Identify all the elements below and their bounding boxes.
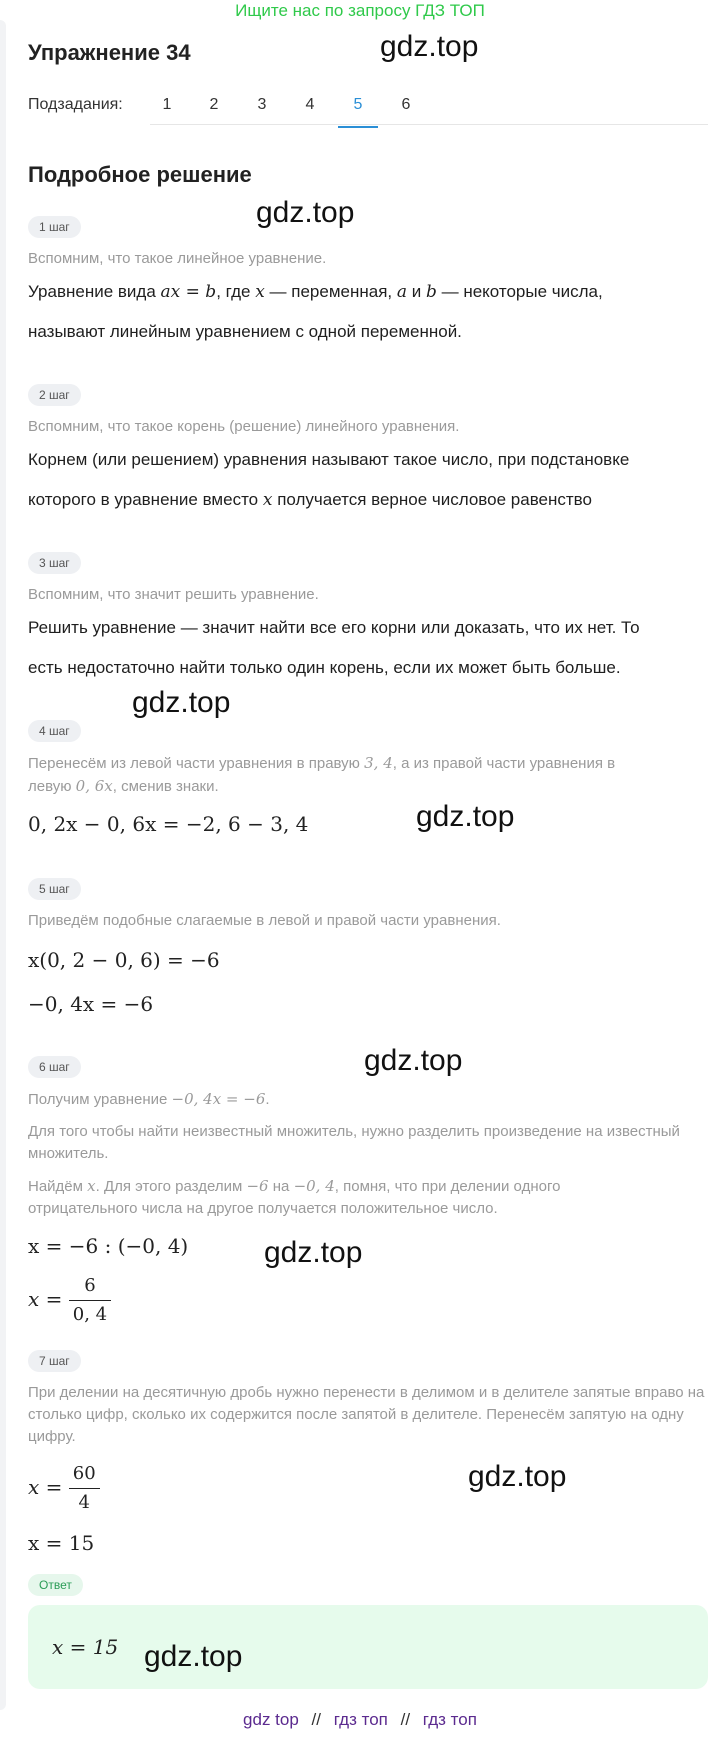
answer-badge: Ответ <box>28 1574 83 1596</box>
left-rail <box>0 20 6 1710</box>
step-hint: Приведём подобные слагаемые в левой и правой части уравнения. <box>28 912 501 929</box>
watermark: gdz.top <box>416 800 515 833</box>
step-hint: Вспомним, что такое линейное уравнение. <box>28 250 327 267</box>
watermark: gdz.top <box>364 1044 463 1077</box>
footer-link[interactable]: гдз топ <box>333 1710 388 1729</box>
step-hint: Для того чтобы найти неизвестный множитель, нужно разделить произведение на известный множитель. <box>28 1123 680 1162</box>
step-3 <box>28 552 708 686</box>
step-hint: При делении на десятичную дробь нужно перенести в делимом и в делителе запятые вправо на столько цифр, сколько их содержится после запятой в делителе. Перенесём запятую на одну цифру. <box>28 1384 705 1445</box>
tab-subtask-3[interactable]: 3 <box>257 96 267 113</box>
step-badge: 1 шаг <box>28 216 81 238</box>
watermark: gdz.top <box>132 686 231 719</box>
top-banner[interactable]: Ищите нас по запросу ГДЗ ТОП <box>235 1 485 20</box>
footer-separator: // <box>311 1710 321 1729</box>
step-badge: 2 шаг <box>28 384 81 406</box>
footer-links <box>0 1710 720 1730</box>
footer-link[interactable]: gdz top <box>243 1710 299 1729</box>
equation: x = 15 <box>28 1531 95 1555</box>
step-4 <box>28 720 708 838</box>
step-badge: 4 шаг <box>28 720 81 742</box>
step-text: есть недостаточно найти только один корень, если их может быть больше. <box>28 658 621 677</box>
answer-box <box>28 1605 708 1689</box>
tab-subtask-4[interactable]: 4 <box>305 96 315 113</box>
tab-subtask-6[interactable]: 6 <box>401 96 411 113</box>
section-title: Подробное решение <box>28 162 252 187</box>
step-text: называют линейным уравнением с одной переменной. <box>28 322 462 341</box>
equation: x(0, 2 − 0, 6) = −6 <box>28 948 220 972</box>
fraction: $\frac{6}{0, 4}$ <box>69 1272 111 1329</box>
equation: x = $\frac{6}{0, 4}$ <box>28 1272 708 1329</box>
watermark: gdz.top <box>380 30 479 63</box>
step-badge: 5 шаг <box>28 878 81 900</box>
step-hint: Получим уравнение −0, 4x = −6. <box>28 1090 270 1108</box>
watermark: gdz.top <box>264 1236 363 1269</box>
equation: 0, 2x − 0, 6x = −2, 6 − 3, 4 <box>28 812 309 836</box>
answer-label-wrap <box>28 1574 83 1596</box>
step-text: Корнем (или решением) уравнения называют такое число, при подстановке <box>28 450 630 469</box>
step-2 <box>28 384 708 518</box>
fraction: $\frac{60}{4}$ <box>69 1460 100 1517</box>
watermark: gdz.top <box>256 196 355 229</box>
answer-value: x = 15 <box>52 1635 119 1659</box>
step-text: Решить уравнение — значит найти все его корни или доказать, что их нет. То <box>28 618 640 637</box>
watermark: gdz.top <box>468 1460 567 1493</box>
step-hint: Вспомним, что такое корень (решение) линейного уравнения. <box>28 418 460 435</box>
equation: x = −6 : (−0, 4) <box>28 1234 189 1258</box>
equation: −0, 4x = −6 <box>28 992 154 1016</box>
step-text: Уравнение вида ax = b, где x — переменная, a и b — некоторые числа, <box>28 282 603 302</box>
step-text: которого в уравнение вместо x получается верное числовое равенство <box>28 490 592 510</box>
step-5 <box>28 878 708 1018</box>
subtasks-nav <box>28 94 708 128</box>
step-hint: Вспомним, что значит решить уравнение. <box>28 586 319 603</box>
step-hint: Перенесём из левой части уравнения в правую 3, 4, а из правой части уравнения в левую 0, 6x, сменив знаки. <box>28 754 616 795</box>
page-title: Упражнение 34 <box>28 40 191 65</box>
subtasks-label: Подзадания: <box>28 96 123 113</box>
step-hint: Найдём x. Для этого разделим −6 на −0, 4, помня, что при делении одного отрицательного числа на другое получается положительное число. <box>28 1177 561 1217</box>
watermark: gdz.top <box>144 1640 243 1673</box>
tab-subtask-2[interactable]: 2 <box>209 96 219 113</box>
step-7 <box>28 1350 708 1557</box>
step-badge: 3 шаг <box>28 552 81 574</box>
footer-separator: // <box>400 1710 411 1729</box>
footer-link[interactable]: гдз топ <box>422 1710 477 1729</box>
tab-subtask-5[interactable]: 5 <box>338 94 378 128</box>
step-badge: 7 шаг <box>28 1350 81 1372</box>
tab-subtask-1[interactable]: 1 <box>162 96 172 113</box>
step-6 <box>28 1056 708 1329</box>
step-badge: 6 шаг <box>28 1056 81 1078</box>
equation: x = $\frac{60}{4}$ <box>28 1460 708 1517</box>
step-1 <box>28 216 708 350</box>
